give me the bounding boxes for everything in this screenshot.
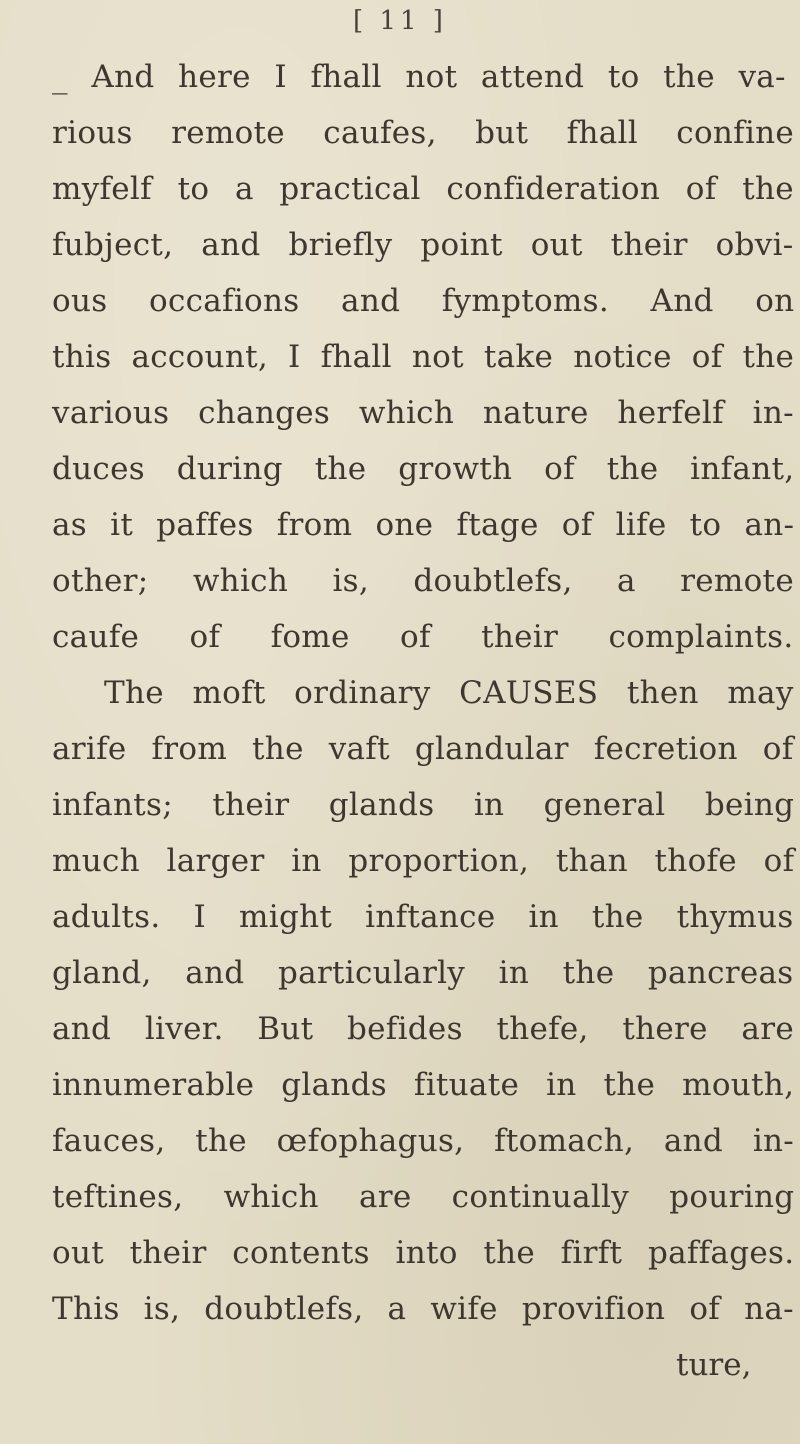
text-line-5: ous occafions and fymptoms. And on [52,283,795,319]
text-line-12: The moft ordinary CAUSES then may [104,675,794,711]
text-line-14: infants; their glands in general being [52,787,795,823]
text-line-21: teftines, which are continually pouring [52,1179,795,1215]
text-line-13: arife from the vaft glandular fecretion of [52,731,794,767]
text-line-2: rious remote caufes, but fhall confine [52,115,795,151]
text-line-22: out their contents into the firft paffages. [52,1235,795,1271]
text-line-6: this account, I fhall not take notice of the [52,339,795,375]
text-line-17: gland, and particularly in the pancreas [52,955,794,991]
text-line-9: as it paffes from one ftage of life to an- [52,507,795,543]
text-line-20: fauces, the œfophagus, ftomach, and in- [52,1123,795,1159]
text-line-15: much larger in proportion, than thofe of [52,843,795,879]
text-line-8: duces during the growth of the infant, [52,451,795,487]
text-line-4: fubject, and briefly point out their obvi- [52,227,794,263]
text-line-19: innumerable glands fituate in the mouth, [52,1067,795,1103]
text-line-11: caufe of fome of their complaints. [52,619,794,655]
page-number-header: [ 11 ] [353,6,447,36]
text-line-16: adults. I might inftance in the thymus [52,899,794,935]
text-line-7: various changes which nature herfelf in- [52,395,794,431]
catchword: ture, [676,1347,752,1383]
text-line-3: myfelf to a practical confideration of the [52,171,794,207]
text-line-1: _ And here I fhall not attend to the va- [52,59,786,95]
text-line-18: and liver. But befides thefe, there are [52,1011,794,1047]
text-line-23: This is, doubtlefs, a wife provifion of na- [52,1291,794,1327]
text-line-10: other; which is, doubtlefs, a remote [52,563,794,599]
